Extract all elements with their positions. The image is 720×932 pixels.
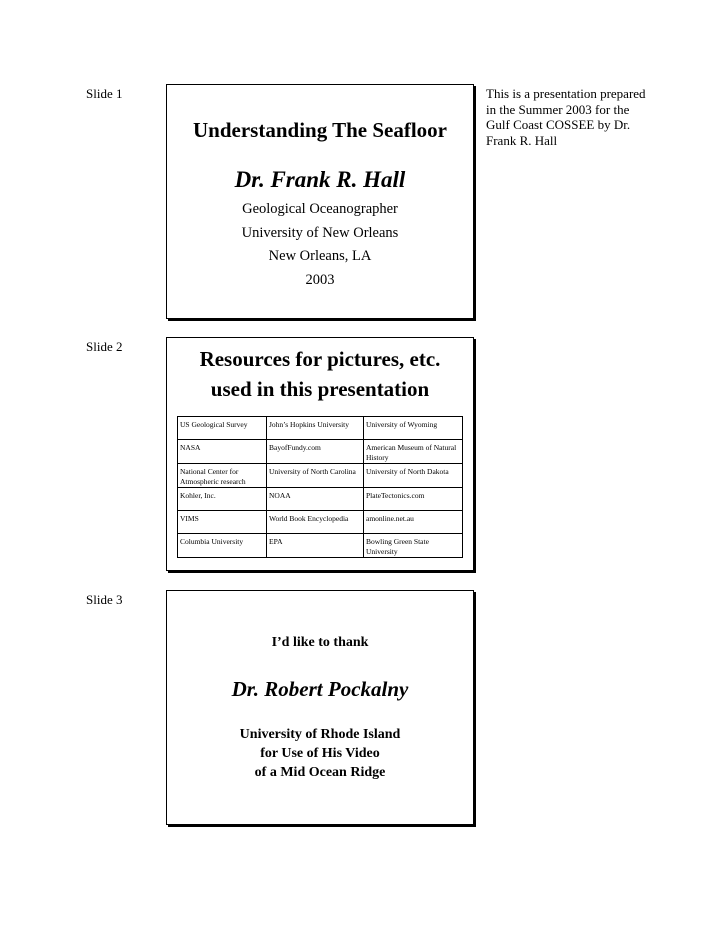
slide-1-title: Understanding The Seafloor	[193, 118, 447, 142]
table-cell: University of North Dakota	[364, 464, 463, 488]
table-cell: BayofFundy.com	[267, 440, 364, 464]
table-cell: NASA	[178, 440, 267, 464]
slide-3-affiliation-line: for Use of His Video	[260, 746, 380, 761]
slide-label-3: Slide 3	[86, 592, 123, 607]
table-cell: PlateTectonics.com	[364, 488, 463, 511]
table-cell: John’s Hopkins University	[267, 417, 364, 440]
slide-1-author: Dr. Frank R. Hall	[234, 167, 406, 192]
slide-1-line: Geological Oceanographer	[242, 201, 398, 217]
slide-3-affiliation	[167, 725, 473, 782]
table-cell: Bowling Green State University	[364, 534, 463, 558]
table-cell: University of North Carolina	[267, 464, 364, 488]
slide-label-2: Slide 2	[86, 339, 123, 354]
table-cell: US Geological Survey	[178, 417, 267, 440]
table-row	[178, 464, 463, 488]
slide-1	[166, 84, 474, 319]
table-row	[178, 511, 463, 534]
table-row	[178, 440, 463, 464]
slide-2-title-line: used in this presentation	[210, 377, 430, 401]
slide-2-title-line: Resources for pictures, etc.	[199, 347, 441, 371]
table-row	[178, 488, 463, 511]
slide-label-1: Slide 1	[86, 86, 123, 101]
table-cell: NOAA	[267, 488, 364, 511]
table-cell: amonline.net.au	[364, 511, 463, 534]
slide-1-line: 2003	[305, 272, 335, 288]
slide-2-title	[167, 344, 473, 404]
slide-3-thanks: I’d like to thank	[271, 635, 369, 650]
table-cell: American Museum of Natural History	[364, 440, 463, 464]
resources-table	[177, 416, 463, 558]
table-cell: National Center for Atmospheric research	[178, 464, 267, 488]
slide-1-line: University of New Orleans	[241, 225, 399, 241]
table-cell: Columbia University	[178, 534, 267, 558]
slide-3-name: Dr. Robert Pockalny	[231, 677, 409, 701]
table-cell: EPA	[267, 534, 364, 558]
slide-1-line: New Orleans, LA	[268, 248, 372, 264]
slide-3-affiliation-line: of a Mid Ocean Ridge	[254, 765, 386, 780]
slide-notes: This is a presentation prepared in the Summer 2003 for the Gulf Coast COSSEE by Dr. Frank R. Hall	[486, 86, 646, 148]
table-cell: VIMS	[178, 511, 267, 534]
slide-3	[166, 590, 474, 825]
table-row	[178, 534, 463, 558]
table-cell: Kohler, Inc.	[178, 488, 267, 511]
table-row	[178, 417, 463, 440]
table-cell: University of Wyoming	[364, 417, 463, 440]
table-cell: World Book Encyclopedia	[267, 511, 364, 534]
slide-3-affiliation-line: University of Rhode Island	[239, 727, 401, 742]
slide-2	[166, 337, 474, 571]
